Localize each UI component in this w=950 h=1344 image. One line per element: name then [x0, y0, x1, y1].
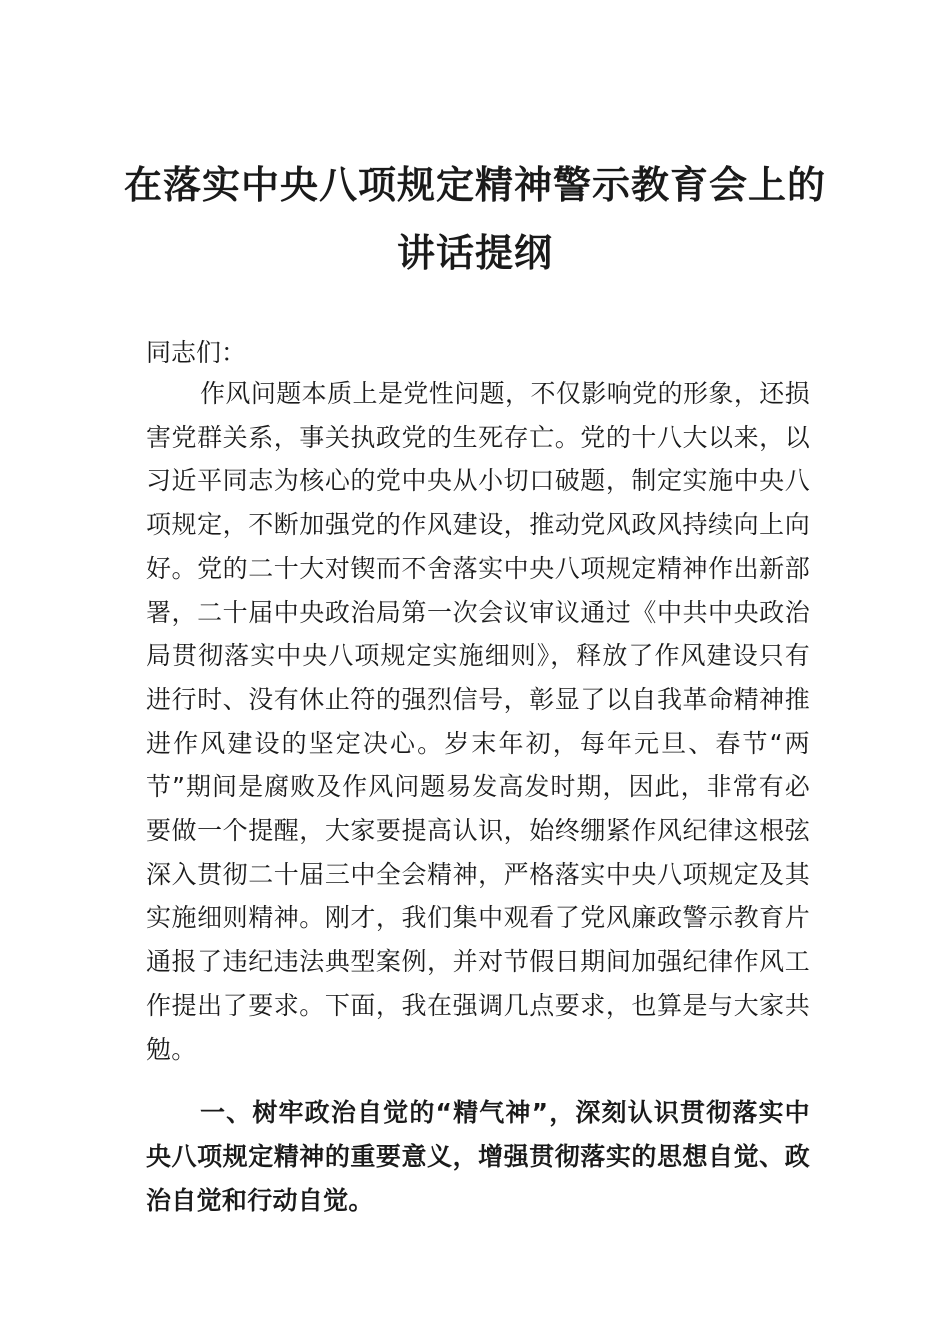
document-title-line-2: 讲话提纲	[396, 230, 553, 275]
document-title-line-1: 在落实中央八项规定精神警示教育会上的	[123, 162, 826, 207]
section-1-heading: 一、树牢政治自觉的“精气神”，深刻认识贯彻落实中央八项规定精神的重要意义，增强贯彻落实的思想自觉、政治自觉和行动自觉。	[146, 1098, 810, 1215]
intro-paragraph: 作风问题本质上是党性问题，不仅影响党的形象，还损害党群关系，事关执政党的生死存亡。党的十八大以来，以习近平同志为核心的党中央从小切口破题，制定实施中央八项规定，不断加强党的作风建设，推动党风政风持续向上向好。党的二十大对锲而不舍落实中央八项规定精神作出新部署，二十届中央政治局第一次会议审议通过《中共中央政治局贯彻落实中央八项规定实施细则》，释放了作风建设只有进行时、没有休止符的强烈信号，彰显了以自我革命精神推进作风建设的坚定决心。岁末年初，每年元旦、春节“两节”期间是腐败及作风问题易发高发时期，因此，非常有必要做一个提醒，大家要提高认识，始终绷紧作风纪律这根弦深入贯彻二十届三中全会精神，严格落实中央八项规定及其实施细则精神。刚才，我们集中观看了党风廉政警示教育片通报了违纪违法典型案例，并对节假日期间加强纪律作风工作提出了要求。下面，我在强调几点要求，也算是与大家共勉。	[146, 379, 810, 1064]
salutation: 同志们：	[146, 338, 247, 367]
